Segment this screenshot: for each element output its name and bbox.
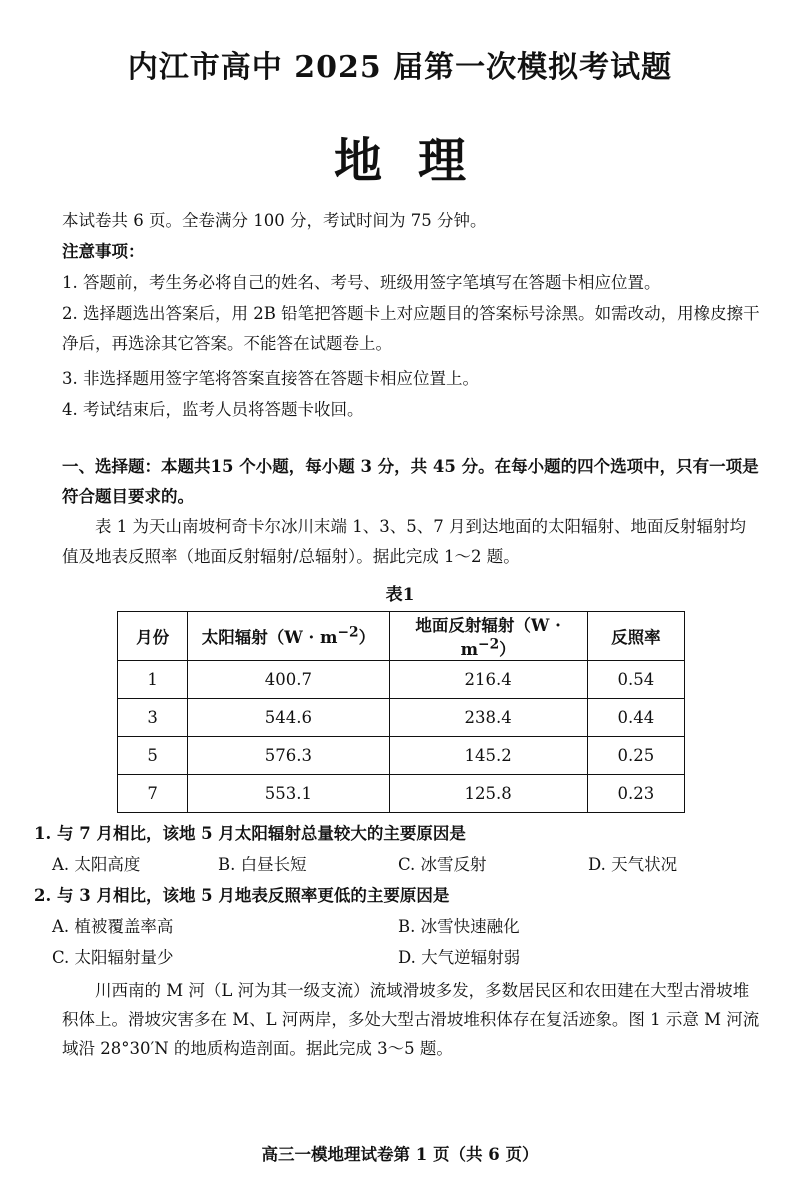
header-solar-label: 太阳辐射（W · m [201,628,338,647]
header-reflect [389,612,587,661]
material-text: 川西南的 M 河（L 河为其一级支流）流域滑坡多发，多数居民区和农田建在大型古滑坡堆积体上。滑坡灾害多在 M、L 河两岸，多处大型古滑坡堆积体存在复活迹象。图 1 示意 M 河流域沿 28°30′N 的地质构造剖面。据此完成 3～5 题。 [62,981,760,1058]
unit-exponent: −2 [478,636,500,653]
cell-reflect: 145.2 [389,737,587,775]
notice-item: 3. 非选择题用签字笔将答案直接答在答题卡相应位置上。 [62,369,479,388]
notice-item: 2. 选择题选出答案后，用 2B 铅笔把答题卡上对应题目的答案标号涂黑。如需改动，用橡皮擦干净后，再选涂其它答案。不能答在试题卷上。 [62,304,760,353]
table-row [118,775,685,813]
cell-month: 5 [118,737,188,775]
header-solar [188,612,389,661]
notice-item: 4. 考试结束后，监考人员将答题卡收回。 [62,400,364,419]
header-reflect-label: 地面反射辐射（W · m [415,616,561,659]
table-caption: 表1 [385,585,415,605]
cell-month: 1 [118,661,188,699]
unit-close: ） [499,640,516,659]
q1-option-a: A. 太阳高度 [52,855,141,874]
cell-albedo: 0.44 [587,699,684,737]
section-heading: 一、选择题：本题共15 个小题，每小题 3 分，共 45 分。在每小题的四个选项中，只有一项是符合题目要求的。 [62,457,759,506]
notice-heading: 注意事项： [62,242,145,261]
q1-option-d: D. 天气状况 [588,855,678,874]
q2-option-b: B. 冰雪快速融化 [398,917,520,936]
q1-option-b: B. 白昼长短 [218,855,307,874]
cell-albedo: 0.54 [587,661,684,699]
header-albedo: 反照率 [587,612,684,661]
q1-option-c: C. 冰雪反射 [398,855,487,874]
page-footer: 高三一模地理试卷第 1 页（共 6 页） [261,1145,539,1164]
unit-close: ） [358,628,376,647]
cell-albedo: 0.25 [587,737,684,775]
cell-reflect: 125.8 [389,775,587,813]
cell-month: 3 [118,699,188,737]
table-header-row [118,612,685,661]
cell-reflect: 238.4 [389,699,587,737]
material-text: 表 1 为天山南坡柯奇卡尔冰川末端 1、3、5、7 月到达地面的太阳辐射、地面反射辐射均值及地表反照率（地面反射辐射/总辐射）。据此完成 1～2 题。 [62,517,746,566]
cell-solar: 544.6 [188,699,389,737]
notice-item: 1. 答题前，考生务必将自己的姓名、考号、班级用签字笔填写在答题卡相应位置。 [62,273,661,292]
cell-albedo: 0.23 [587,775,684,813]
question-2-stem: 2. 与 3 月相比，该地 5 月地表反照率更低的主要原因是 [34,886,450,905]
table-row [118,699,685,737]
exam-title: 内江市高中 2025 届第一次模拟考试题 [127,50,673,85]
question-1-stem: 1. 与 7 月相比，该地 5 月太阳辐射总量较大的主要原因是 [34,824,466,843]
cell-solar: 576.3 [188,737,389,775]
q2-option-a: A. 植被覆盖率高 [52,917,174,936]
cell-solar: 553.1 [188,775,389,813]
cell-reflect: 216.4 [389,661,587,699]
q2-option-d: D. 大气逆辐射弱 [398,948,521,967]
cell-solar: 400.7 [188,661,389,699]
radiation-table [117,611,685,813]
unit-exponent: −2 [337,624,359,641]
cell-month: 7 [118,775,188,813]
q2-option-c: C. 太阳辐射量少 [52,948,174,967]
table-row [118,737,685,775]
header-month: 月份 [118,612,188,661]
subject-title: 地理 [333,133,502,189]
table-row [118,661,685,699]
exam-info: 本试卷共 6 页。全卷满分 100 分，考试时间为 75 分钟。 [62,211,487,230]
